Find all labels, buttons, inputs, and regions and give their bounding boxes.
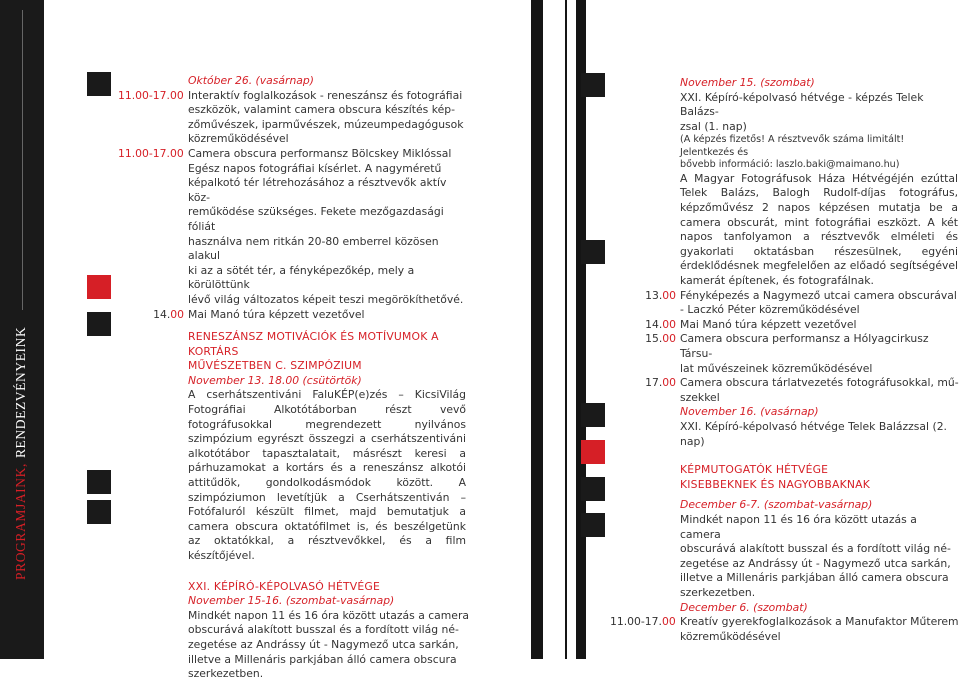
event-text: XXI. Képíró-képolvasó hétvége Telek Balázzsal (2. — [680, 419, 947, 433]
marker-square — [581, 477, 605, 501]
marker-square — [87, 72, 111, 96]
section-heading: KISEBBEKNEK ÉS NAGYOBBAKNAK — [680, 477, 871, 491]
marker-square-red — [581, 440, 605, 464]
event-text: Mindkét napon 11 és 16 óra között utazás a camera — [188, 608, 470, 622]
event-description: A cserhátszentiváni FaluKÉP(e)zés – KicsiVilág Fotográfiai Alkotótáborban részt vevő fotográfusokkal megrendezett nyilvános szimpózium egyrészt összegzi a cserhátszentiváni alkotótábor tapasztalatait, másrészt keresi a párhuzamokat a kortárs és a reneszánsz alkotói attitűdök, gondolkodásmódok között. A szimpóziumon levetítjük a Cserhátszentiván – Fotófaluról készült filmet, majd bemutatjuk a camera obscura oktatófilmet is, és beszélgetünk az oktatókkal, a résztvevőkkel, és a film készítőjével. — [188, 388, 466, 562]
event-text: szerkezetben. — [188, 667, 264, 681]
event-date: November 15. (szombat) — [680, 76, 815, 89]
event-time: 14.00 — [645, 317, 676, 331]
left-column — [118, 74, 470, 682]
section-label — [2, 20, 40, 580]
event-text: ki az a sötét tér, a fényképezőkép, mely a körülöttünk — [188, 263, 415, 292]
event-text: Camera obscura performansz a Hólyagcirkusz Társu- — [680, 332, 929, 360]
event-entry — [610, 615, 960, 644]
event-time: 13.00 — [645, 288, 676, 302]
event-text: Camera obscura tárlatvezetés fotográfusokkal, mű- — [680, 376, 959, 390]
event-text: Egész napos fotográfiai kísérlet. A nagyméretű — [188, 161, 442, 175]
event-note: bővebb információ: laszlo.baki@maimano.hu) — [680, 159, 900, 171]
event-text: obscurává alakított busszal és a fordított világ né- — [680, 542, 951, 556]
event-text: illetve a Millenáris parkjában álló camera obscura — [188, 652, 457, 666]
section-heading: MŰVÉSZETBEN C. SZIMPÓZIUM — [188, 359, 362, 373]
event-text: lat művészeinek közreműködésével — [680, 361, 873, 375]
event-time: 14.00 — [153, 307, 184, 321]
event-entry — [118, 89, 470, 147]
event-date: December 6-7. (szombat-vasárnap) — [680, 498, 873, 512]
section-heading: RENESZÁNSZ MOTIVÁCIÓK ÉS MOTÍVUMOK A KORTÁRS — [188, 330, 439, 358]
event-text: közreműködésével — [188, 132, 289, 146]
event-text: - Laczkó Péter közreműködésével — [680, 303, 860, 317]
event-text: zsal (1. nap) — [680, 119, 747, 133]
event-text: szekkel — [680, 390, 720, 404]
marker-square — [87, 312, 111, 336]
section-heading: XXI. KÉPÍRÓ-KÉPOLVASÓ HÉTVÉGE — [188, 579, 380, 593]
event-date: November 16. (vasárnap) — [680, 405, 819, 419]
event-text: közreműködésével — [680, 629, 781, 643]
event-text: képalkotó tér létrehozásához a résztvevők aktív köz- — [188, 176, 447, 204]
event-description: A Magyar Fotográfusok Háza Hétvégéjén ezúttal Telek Balázs, Balogh Rudolf-díjas fotográfus, képzőművész 2 napos képzésen mutatja be a camera obscurát, mint fotográfiai eszközt. A két napos tanfolyamon a résztvevők elméleti és gyakorlati oktatásban részesülnek, egyéni érdeklődésnek megfelelően az előadó segítségével kamerát építenek, és fotografálnak. — [680, 171, 958, 288]
event-text: Mai Manó túra képzett vezetővel — [188, 307, 365, 321]
section-label-part1: PROGRAMJAINK, — [13, 463, 28, 580]
event-time: 11.00-17.00 — [118, 88, 184, 102]
sidebar — [0, 0, 44, 659]
event-text: szerkezetben. — [680, 585, 756, 599]
event-text: használva nem ritkán 20-80 emberrel közösen alakul — [188, 234, 439, 263]
event-text: obscurává alakított busszal és a fordított világ né- — [188, 623, 459, 637]
event-note: (A képzés fizetős! A résztvevők száma limitált! Jelentkezés és — [680, 134, 905, 158]
event-entry — [610, 376, 960, 405]
marker-square — [581, 403, 605, 427]
event-text: XXI. Képíró-képolvasó hétvége - képzés Telek Balázs- — [680, 90, 924, 119]
event-text: zőművészek, iparművészek, múzeumpedagógusok — [188, 117, 464, 131]
marker-square-red — [87, 275, 111, 299]
marker-square — [581, 240, 605, 264]
event-date: December 6. (szombat) — [680, 600, 808, 614]
event-text: reműködése szükséges. Fekete mezőgazdasági fóliát — [188, 205, 444, 233]
event-time: 17.00 — [645, 376, 676, 390]
marker-square — [581, 513, 605, 537]
marker-square — [87, 500, 111, 524]
event-text: Mai Manó túra képzett vezetővel — [680, 317, 857, 331]
event-date: November 13. 18.00 (csütörtök) — [188, 373, 362, 387]
event-text: Camera obscura performansz Bölcskey Miklóssal — [188, 146, 452, 160]
event-text: lévő világ változatos képeit teszi megörökíthetővé. — [188, 292, 464, 306]
event-entry — [610, 318, 960, 333]
section-heading: KÉPMUTOGATÓK HÉTVÉGE — [680, 463, 829, 477]
event-date: Október 26. (vasárnap) — [188, 74, 314, 87]
section-label-part2: RENDEZVÉNYEINK — [13, 326, 28, 459]
event-text: illetve a Millenáris parkjában álló camera obscura — [680, 571, 949, 585]
event-text: nap) — [680, 434, 705, 448]
event-entry — [610, 289, 960, 318]
center-bar-left — [531, 0, 543, 659]
event-time: 11.00-17.00 — [610, 615, 676, 629]
marker-square — [581, 73, 605, 97]
event-text: zegetése az Andrássy út - Nagymező utca sarkán, — [188, 637, 459, 651]
event-entry — [118, 308, 470, 323]
marker-square — [87, 470, 111, 494]
event-text: Fényképezés a Nagymező utcai camera obscurával — [680, 288, 957, 302]
center-line — [565, 0, 567, 659]
event-date: November 15-16. (szombat-vasárnap) — [188, 594, 395, 608]
event-time: 11.00-17.00 — [118, 146, 184, 160]
event-text: eszközök, valamint camera obscura készítés kép- — [188, 103, 455, 117]
right-column — [610, 76, 960, 644]
event-text: zegetése az Andrássy út - Nagymező utca sarkán, — [680, 556, 951, 570]
center-bar-right — [576, 0, 586, 659]
event-text: Mindkét napon 11 és 16 óra között utazás a camera — [680, 512, 917, 541]
event-text: Kreatív gyerekfoglalkozások a Manufaktor Műterem — [680, 615, 959, 629]
event-entry — [118, 147, 470, 308]
event-entry — [610, 332, 960, 376]
event-text: Interaktív foglalkozások - reneszánsz és fotográfiai — [188, 88, 463, 102]
event-time: 15.00 — [645, 332, 676, 346]
